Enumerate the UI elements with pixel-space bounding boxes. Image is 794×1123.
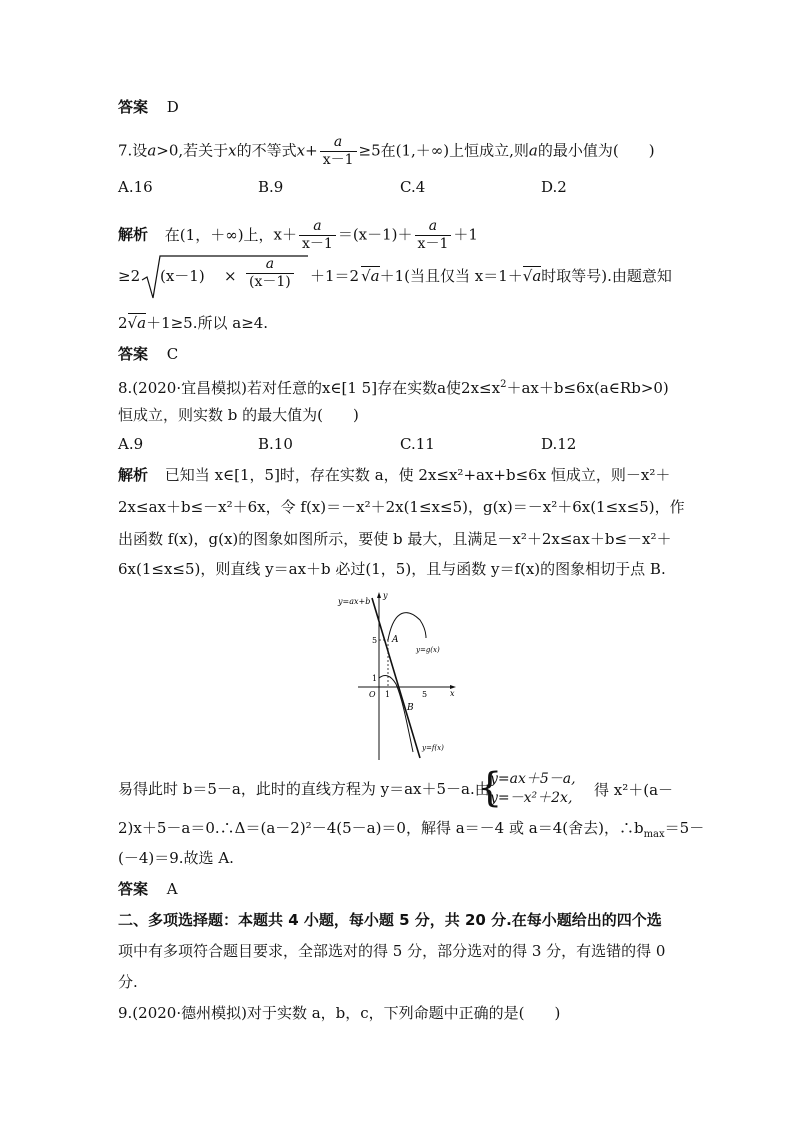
q9-stem: 9.(2020·德州模拟)对于实数 a，b，c，下列命题中正确的是( ) bbox=[118, 1004, 561, 1022]
q8-a5-b: 得 x²＋(a－ bbox=[594, 781, 674, 799]
label-origin: O bbox=[369, 690, 376, 699]
q8-analysis-line1 bbox=[118, 465, 670, 485]
q7-a2-sqrt-a: a bbox=[370, 267, 380, 285]
q7-option-d: D.2 bbox=[541, 178, 567, 196]
q7-option-c: C.4 bbox=[400, 178, 426, 196]
q7-a1-frac2 bbox=[415, 218, 452, 253]
q8-option-d: D.12 bbox=[541, 435, 577, 453]
q7-var-a2: a bbox=[528, 141, 538, 160]
q7-a3-sqrt: a bbox=[137, 314, 147, 332]
q7-a2-d: 时取等号).由题意知 bbox=[541, 267, 672, 285]
function-graph-figure bbox=[336, 590, 466, 762]
q7-analysis-line1 bbox=[118, 218, 478, 253]
label-line: y=ax+b bbox=[338, 597, 371, 606]
q7-stem bbox=[118, 134, 655, 169]
q7-a1-d: ＋1 bbox=[453, 225, 478, 244]
q7-answer bbox=[118, 344, 178, 364]
q8-analysis-line6 bbox=[118, 818, 704, 845]
answer-label: 答案 bbox=[118, 345, 149, 363]
q8-answer bbox=[118, 879, 178, 899]
analysis-label: 解析 bbox=[118, 225, 149, 244]
q8-a5-a: 易得此时 b＝5－a，此时的直线方程为 y＝ax＋5－a.由 bbox=[118, 780, 490, 798]
q7-a1-frac bbox=[299, 218, 336, 253]
q8-analysis-line4: 6x(1≤x≤5)，则直线 y＝ax＋b 必过(1，5)，且与函数 y＝f(x)的图象相切于点 B. bbox=[118, 560, 666, 578]
answer-value: A bbox=[166, 880, 178, 898]
q7-a1-b: x＋ bbox=[273, 225, 298, 244]
section2-line2: 项中有多项符合题目要求，全部选对的得 5 分，部分选对的得 3 分，有选错的得 0 bbox=[118, 942, 666, 960]
q7-a2-frac-den: (x－1) bbox=[249, 274, 291, 290]
q7-a1-text: 在(1，＋∞)上， bbox=[164, 225, 274, 244]
q7-a1-c: ＝(x－1)＋ bbox=[337, 225, 413, 244]
sqrt-a: √a bbox=[361, 267, 380, 285]
q8-stem-line1 bbox=[118, 375, 669, 398]
q7-stem-cond: >0,若关于 bbox=[156, 141, 229, 160]
q7-a2-times: × bbox=[224, 267, 237, 285]
q7-frac-den: x－1 bbox=[322, 152, 354, 168]
q6-answer bbox=[118, 97, 179, 117]
q7-var-x: x bbox=[228, 141, 237, 160]
q7-a2-sqrt-a2: a bbox=[532, 267, 542, 285]
q8-a6-sub: max bbox=[643, 829, 665, 840]
q7-a2-a: ≥2 bbox=[118, 267, 141, 285]
q7-a2-b: ＋1＝2 bbox=[310, 267, 360, 285]
q7-a2-rest bbox=[310, 266, 672, 286]
q8-stem-line2: 恒成立，则实数 b 的最大值为( ) bbox=[118, 406, 359, 424]
q8-a1: 已知当 x∈[1，5]时，存在实数 a，使 2x≤x²+ax+b≤6x 恒成立，则－x²＋ bbox=[164, 466, 671, 484]
section2-line3: 分. bbox=[118, 973, 138, 991]
system-brace: { bbox=[477, 765, 503, 811]
q8-analysis-line3: 出函数 f(x)，g(x)的图象如图所示，要使 b 最大，且满足－x²＋2x≤ax＋b≤－x²＋ bbox=[118, 530, 672, 548]
sqrt-a2: √a bbox=[522, 267, 542, 285]
y-axis-arrow bbox=[377, 592, 381, 598]
sqrt-a3: √a bbox=[127, 314, 147, 332]
q7-a3-b: ＋1≥5.所以 a≥4. bbox=[146, 314, 269, 332]
q8-analysis-line5 bbox=[118, 779, 490, 799]
q7-a3-a: 2 bbox=[118, 314, 128, 332]
q7-a2-frac-num: a bbox=[246, 256, 294, 274]
answer-label: 答案 bbox=[118, 98, 149, 116]
label-x: x bbox=[450, 689, 455, 698]
label-g: y=g(x) bbox=[416, 646, 440, 654]
system-eq2: y=－x²＋2x, bbox=[490, 790, 573, 806]
q8-analysis-line2: 2x≤ax＋b≤－x²＋6x，令 f(x)＝－x²＋2x(1≤x≤5)，g(x)＝－x²＋6x(1≤x≤5)，作 bbox=[118, 498, 685, 516]
q7-frac-num: a bbox=[320, 134, 357, 152]
q7-a1-frac2-den: x－1 bbox=[417, 236, 449, 252]
q7-a2-inner1: (x－1) bbox=[160, 267, 205, 285]
q8-a6-b: ＝5－ bbox=[664, 819, 705, 837]
label-y: y bbox=[383, 591, 388, 600]
q8-stem-c: b>0) bbox=[631, 379, 669, 397]
q8-a6: 2)x＋5－a＝0.∴Δ＝(a－2)²－4(5－a)＝0，解得 a＝－4 或 a＝4(舍去)，∴b bbox=[118, 819, 644, 837]
q8-analysis-line7: (－4)＝9.故选 A. bbox=[118, 849, 234, 867]
tick-y-1: 1 bbox=[372, 674, 378, 683]
q7-option-b: B.9 bbox=[258, 178, 284, 196]
q7-stem-prefix: 7.设 bbox=[118, 141, 148, 160]
q8-option-a: A.9 bbox=[118, 435, 144, 453]
analysis-label: 解析 bbox=[118, 466, 149, 484]
q7-a1-frac-den: x－1 bbox=[302, 236, 333, 252]
q7-fraction bbox=[320, 134, 357, 169]
section-heading bbox=[118, 910, 662, 930]
tick-y-5: 5 bbox=[372, 636, 378, 645]
q7-a1-frac-num: a bbox=[299, 218, 336, 236]
q8-stem-sup: 2 bbox=[500, 379, 507, 390]
q7-expr-plus: + bbox=[305, 141, 318, 160]
q7-a1-frac2-num: a bbox=[415, 218, 452, 236]
tick-x-5: 5 bbox=[422, 690, 428, 699]
q7-option-a: A.16 bbox=[118, 178, 153, 196]
q8-option-b: B.10 bbox=[258, 435, 293, 453]
q7-stem-mid: 的不等式 bbox=[236, 141, 297, 160]
q8-option-c: C.11 bbox=[400, 435, 435, 453]
q7-expr-x: x bbox=[296, 141, 306, 160]
system-eq1: y=ax＋5－a, bbox=[490, 771, 576, 787]
q7-analysis-line2 bbox=[118, 266, 140, 286]
answer-value: C bbox=[166, 345, 179, 363]
q7-stem-after: ≥5在(1,＋∞)上恒成立,则 bbox=[358, 141, 529, 160]
q7-a2-frac bbox=[246, 256, 294, 291]
point-a: A bbox=[392, 635, 399, 645]
point-b: B bbox=[407, 703, 414, 713]
tick-x-1: 1 bbox=[385, 690, 391, 699]
label-f: y=f(x) bbox=[422, 744, 444, 752]
answer-value: D bbox=[166, 98, 179, 116]
q8-stem-a: 8.(2020·宜昌模拟)若对任意的x∈[1 5]存在实数a使2x≤x bbox=[118, 379, 501, 397]
q8-stem-b: ＋ax＋b≤6x(a∈R bbox=[506, 379, 632, 397]
q7-var-a: a bbox=[147, 141, 157, 160]
q7-a2-c: ＋1(当且仅当 x＝1＋ bbox=[379, 267, 523, 285]
answer-label: 答案 bbox=[118, 880, 149, 898]
q7-stem-end: 的最小值为( ) bbox=[537, 141, 655, 160]
section2-line1: 二、多项选择题：本题共 4 小题，每小题 5 分，共 20 分.在每小题给出的四个选 bbox=[118, 911, 662, 929]
q7-analysis-line3 bbox=[118, 313, 268, 333]
